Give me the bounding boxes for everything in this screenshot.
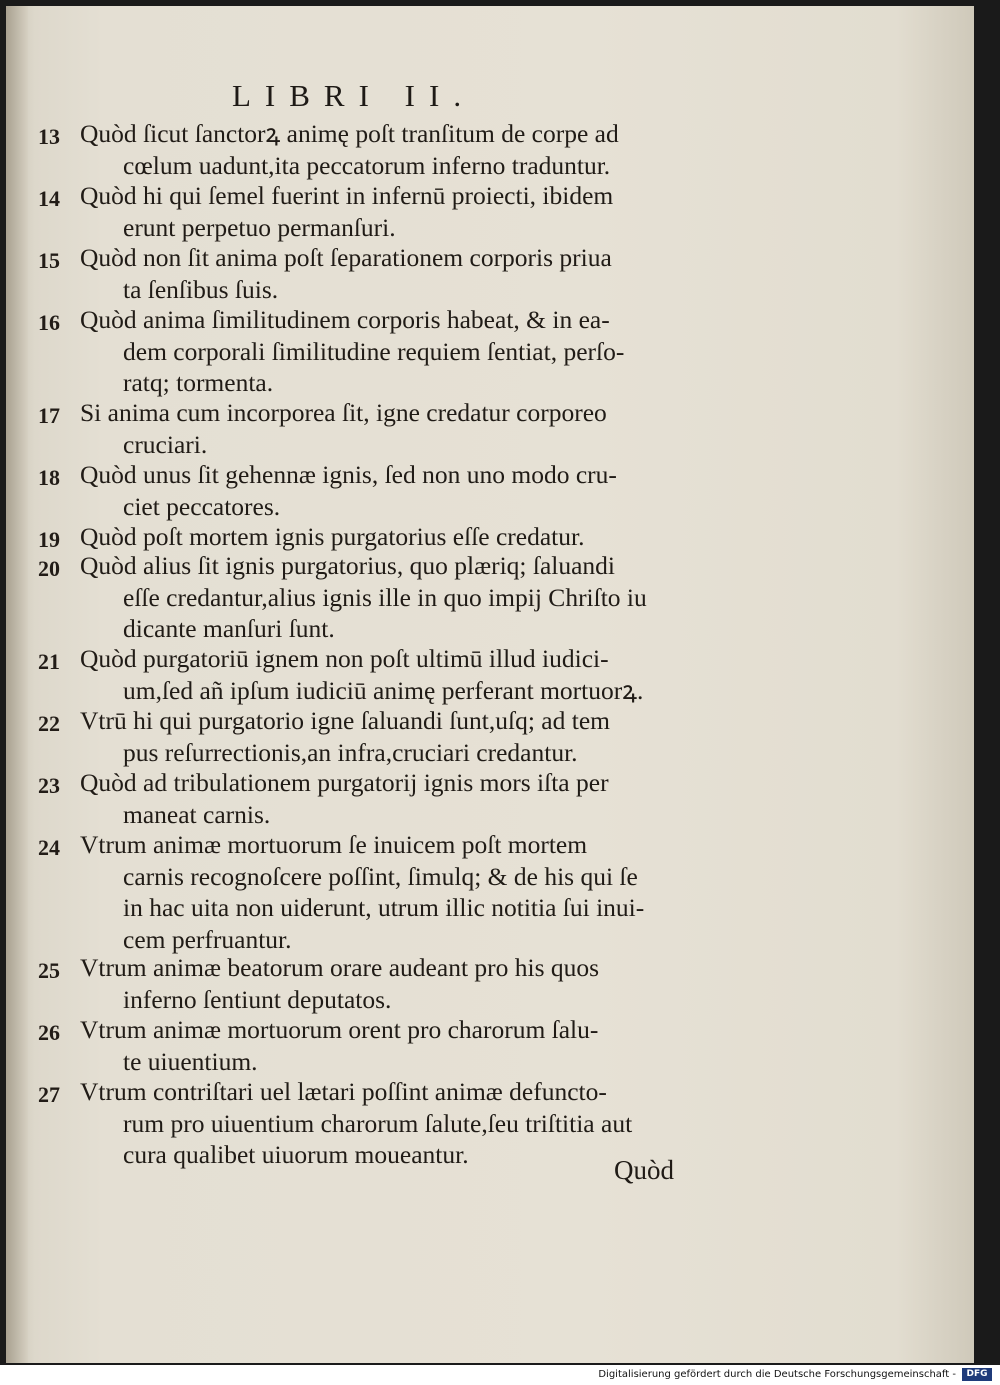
- chapter-text-line: cœlum uadunt,ita peccatorum inferno traduntur.: [123, 150, 611, 180]
- chapter-number: 15: [38, 248, 60, 273]
- chapter-text-line: ta ſenſibus ſuis.: [123, 274, 279, 304]
- chapter-number: 17: [38, 403, 60, 428]
- chapter-text-line: Vtrum animæ beatorum orare audeant pro his quos: [80, 953, 600, 982]
- chapter-text-line: in hac uita non uiderunt, utrum illic notitia ſui inui-: [123, 893, 645, 922]
- chapter-text-line: cura qualibet uiuorum moueantur.: [123, 1140, 469, 1169]
- chapter-text-line: cruciari.: [123, 429, 208, 459]
- chapter-text-line: ratq; tormenta.: [123, 368, 274, 397]
- chapter-number: 27: [38, 1082, 60, 1107]
- chapter-text-line: pus reſurrectionis,an infra,cruciari credantur.: [123, 737, 578, 767]
- chapter-number: 13: [38, 124, 60, 149]
- chapter-text: [80, 521, 695, 553]
- chapter-text-line: Quòd ſicut ſanctorꝝ animę poſt tranſitum de corpe ad: [80, 119, 619, 148]
- chapter-text-line: Vtrum animæ mortuorum orent pro charorum ſalu-: [80, 1015, 599, 1044]
- chapter-number: 23: [38, 773, 60, 798]
- chapter-text-line: carnis recognoſcere poſſint, ſimulq; & de his qui ſe: [123, 861, 638, 891]
- chapter-number: 19: [38, 527, 60, 552]
- chapter-number: 25: [38, 958, 60, 983]
- chapter-text-line: inferno ſentiunt deputatos.: [123, 984, 392, 1014]
- chapter-text-line: Vtrum animæ mortuorum ſe inuicem poſt mortem: [80, 830, 588, 859]
- chapter-text-line: Quòd hi qui ſemel fuerint in infernū proiecti, ibidem: [80, 181, 614, 210]
- chapter-text-line: ciet peccatores.: [123, 491, 281, 521]
- chapter-text-line: Vtrū hi qui purgatorio igne ſaluandi ſunt,uſq; ad tem: [80, 706, 610, 735]
- chapter-text-line: dem corporali ſimilitudine requiem ſentiat, perſo-: [123, 336, 625, 366]
- catchword: Quòd: [614, 1155, 674, 1185]
- chapter-text: [80, 459, 695, 522]
- chapter-text: [80, 304, 695, 399]
- chapter-text: [80, 118, 695, 181]
- chapter-number: 16: [38, 310, 60, 335]
- chapter-text-line: Quòd alius ſit ignis purgatorius, quo plæriq; ſaluandi: [80, 551, 616, 580]
- chapter-text: [80, 1014, 695, 1077]
- chapter-text-line: Quòd ad tribulationem purgatorij ignis mors iſta per: [80, 768, 609, 797]
- chapter-number: 24: [38, 835, 60, 860]
- chapter-text-line: dicante manſuri ſunt.: [123, 614, 335, 643]
- chapter-text: [80, 1076, 695, 1171]
- chapter-text-line: Quòd unus ſit gehennæ ignis, ſed non uno modo cru-: [80, 460, 617, 489]
- chapter-text: [80, 705, 695, 768]
- chapter-number: 22: [38, 711, 60, 736]
- chapter-number: 21: [38, 649, 60, 674]
- chapter-text: [80, 242, 695, 305]
- chapter-text: [80, 180, 695, 243]
- chapter-text: [80, 829, 695, 955]
- chapter-text-line: Si anima cum incorporea ſit, igne credatur corporeo: [80, 398, 607, 427]
- chapter-text-line: cem perfruantur.: [123, 924, 292, 954]
- chapter-text: [80, 643, 695, 706]
- dfg-logo: DFG: [962, 1368, 992, 1381]
- chapter-text-line: maneat carnis.: [123, 799, 271, 829]
- chapter-text: [80, 397, 695, 460]
- chapter-text-line: te uiuentium.: [123, 1046, 258, 1076]
- chapter-text-line: Vtrum contriſtari uel lætari poſſint animæ defuncto-: [80, 1077, 607, 1106]
- chapter-text-line: Quòd purgatoriū ignem non poſt ultimū illud iudici-: [80, 644, 609, 673]
- chapter-text: [80, 952, 695, 1015]
- chapter-number: 20: [38, 556, 60, 581]
- page-gutter: [6, 6, 28, 1363]
- page-header: LIBRI II.: [232, 78, 476, 113]
- chapter-text-line: Quòd non ſit anima poſt ſeparationem corporis priua: [80, 243, 612, 272]
- chapter-text: [80, 767, 695, 830]
- chapter-text-line: erunt perpetuo permanſuri.: [123, 212, 396, 242]
- chapter-text: [80, 550, 695, 645]
- chapter-text-line: Quòd poſt mortem ignis purgatorius eſſe credatur.: [80, 522, 585, 551]
- chapter-text-line: um,ſed añ ipſum iudiciū animę perferant mortuorꝝ.: [123, 675, 644, 705]
- funding-credit: Digitalisierung gefördert durch die Deutsche Forschungsgemeinschaft -: [598, 1369, 956, 1380]
- chapter-text-line: Quòd anima ſimilitudinem corporis habeat, & in ea-: [80, 305, 610, 334]
- chapter-number: 14: [38, 186, 60, 211]
- chapter-number: 18: [38, 465, 60, 490]
- chapter-text-line: rum pro uiuentium charorum ſalute,ſeu triſtitia aut: [123, 1108, 633, 1138]
- chapter-text-line: eſſe credantur,alius ignis ille in quo impij Chriſto iu: [123, 582, 647, 612]
- chapter-number: 26: [38, 1020, 60, 1045]
